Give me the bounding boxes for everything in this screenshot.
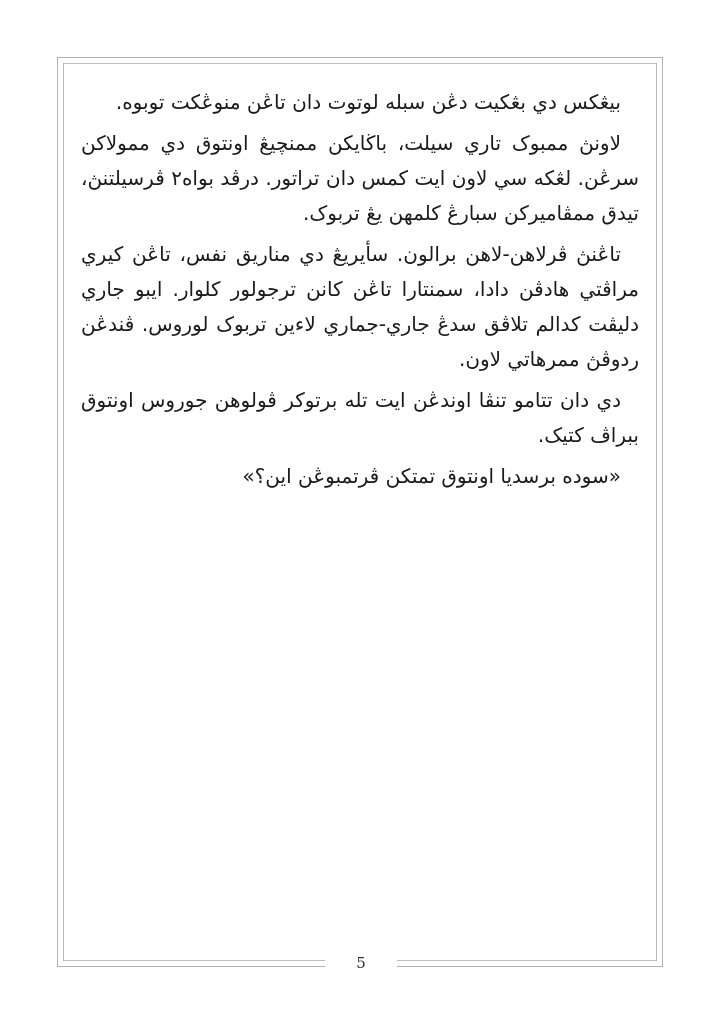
page-border-inner: [63, 63, 657, 961]
page-number-value: 5: [356, 954, 366, 972]
paragraph-1: بيڠكس دي بڠكيت دڠن سبله لوتوت دان تاڠن منوڠكت توبوه.: [115, 90, 621, 114]
paragraph-3: تاڠنڽ ڤرلاهن-لاهن برالون. سأيريڠ دي مناريق نفس، تاڠن كيري مراڤتي هادڤن دادا، سمنتارا تاڠن كانن ترجولور كلوار. ايبو جاري دليڤت كدالم تلاڤق سدڠ جاري-جماري لاءين تربوک لوروس. ڤندڠن ردوڤڽ ممرهاتي لاون.: [81, 242, 639, 371]
page-text-block: [64, 64, 656, 500]
paragraph-4: دي دان تتامو تنڤا اوندڠن ايت تله برتوكر ڤولوهن جوروس اونتوق ببراڤ كتيک.: [81, 388, 639, 447]
dialogue-line: «سوده برسديا اونتوق تمتكن ڤرتمبوڠن اين؟»: [242, 464, 621, 488]
paragraph-2: لاونڽ ممبوک تاري سيلت، باڬايكن ممنچيڠ اونتوق دي ممولاكن سرڠن. لڠكه سي لاون ايت كمس دان تراتور. درڤد بواه٢ ڤرسيلتنڽ، تيدق ممڤاميركن سبارڠ كلمهن يڠ تربوک.: [81, 131, 639, 225]
page-border-outer: [57, 57, 663, 967]
page-number: [325, 948, 397, 978]
